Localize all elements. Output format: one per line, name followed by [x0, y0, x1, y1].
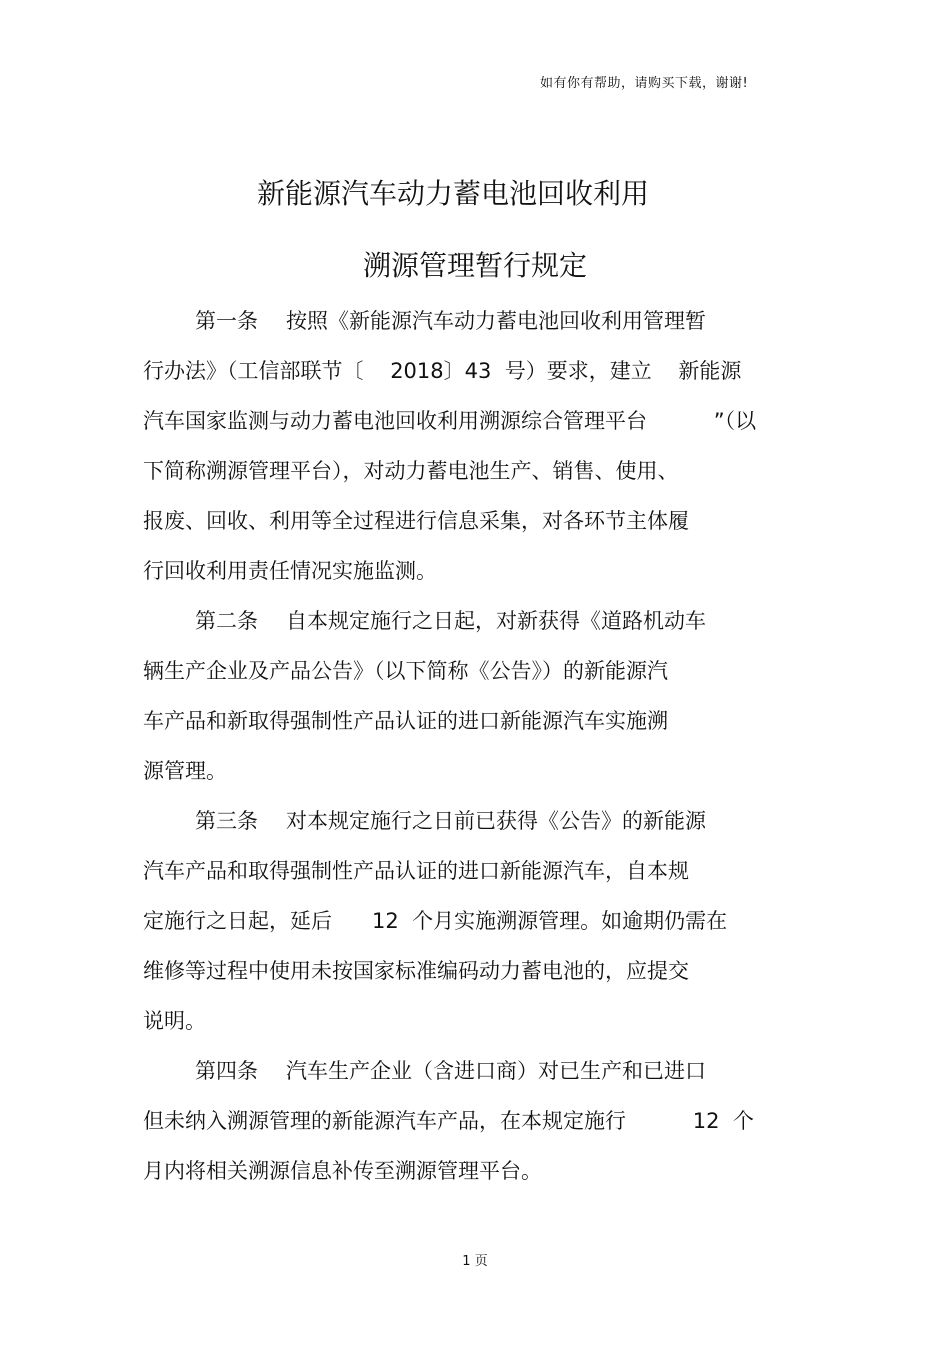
article-1-heading: 第一条 — [195, 309, 258, 333]
page-number: 1 页 — [462, 1254, 488, 1269]
article-3-line-1: 对本规定施行之日前已获得《公告》的新能源 — [286, 809, 706, 833]
article-3-heading: 第三条 — [195, 809, 258, 833]
article-1-line-4: 下简称溯源管理平台），对动力蓄电池生产、销售、使用、 — [143, 459, 679, 483]
article-3-line-3: 定施行之日起，延后 12 个月实施溯源管理。如逾期仍需在 — [143, 909, 728, 933]
article-2-line-3: 车产品和新取得强制性产品认证的进口新能源汽车实施溯 — [143, 709, 668, 733]
article-1-line-1: 按照《新能源汽车动力蓄电池回收利用管理暂 — [286, 309, 706, 333]
article-4-line-2: 但未纳入溯源管理的新能源汽车产品，在本规定施行 12 个 — [143, 1109, 754, 1133]
article-2-first-line — [195, 606, 706, 636]
article-2-line-4: 源管理。 — [143, 759, 227, 783]
article-1-line-6: 行回收利用责任情况实施监测。 — [143, 559, 437, 583]
article-4-line-1: 汽车生产企业（含进口商）对已生产和已进口 — [286, 1059, 706, 1083]
article-3-line-5: 说明。 — [143, 1009, 206, 1033]
article-3-first-line — [195, 806, 706, 836]
article-4-first-line — [195, 1056, 706, 1086]
article-3-line-2: 汽车产品和取得强制性产品认证的进口新能源汽车，自本规 — [143, 859, 689, 883]
article-2-line-2: 辆生产企业及产品公告》（以下简称《公告》）的新能源汽 — [143, 659, 668, 683]
article-3-line-4: 维修等过程中使用未按国家标准编码动力蓄电池的，应提交 — [143, 959, 689, 983]
document-title-line-1: 新能源汽车动力蓄电池回收利用 — [256, 177, 649, 210]
article-2-heading: 第二条 — [195, 609, 258, 633]
header-note: 如有你有帮助，请购买下载，谢谢! — [540, 76, 749, 91]
article-4-line-3: 月内将相关溯源信息补传至溯源管理平台。 — [143, 1159, 542, 1183]
article-1-line-3: 汽车国家监测与动力蓄电池回收利用溯源综合管理平台 ”（以 — [143, 409, 757, 433]
article-1-line-2: 行办法》（工信部联节〔 2018〕43 号）要求，建立 新能源 — [143, 359, 742, 383]
article-4-heading: 第四条 — [195, 1059, 258, 1083]
article-1-line-5: 报废、回收、利用等全过程进行信息采集，对各环节主体履 — [143, 509, 689, 533]
article-1-first-line — [195, 306, 706, 336]
article-2-line-1: 自本规定施行之日起，对新获得《道路机动车 — [286, 609, 706, 633]
document-title-line-2: 溯源管理暂行规定 — [362, 249, 587, 282]
